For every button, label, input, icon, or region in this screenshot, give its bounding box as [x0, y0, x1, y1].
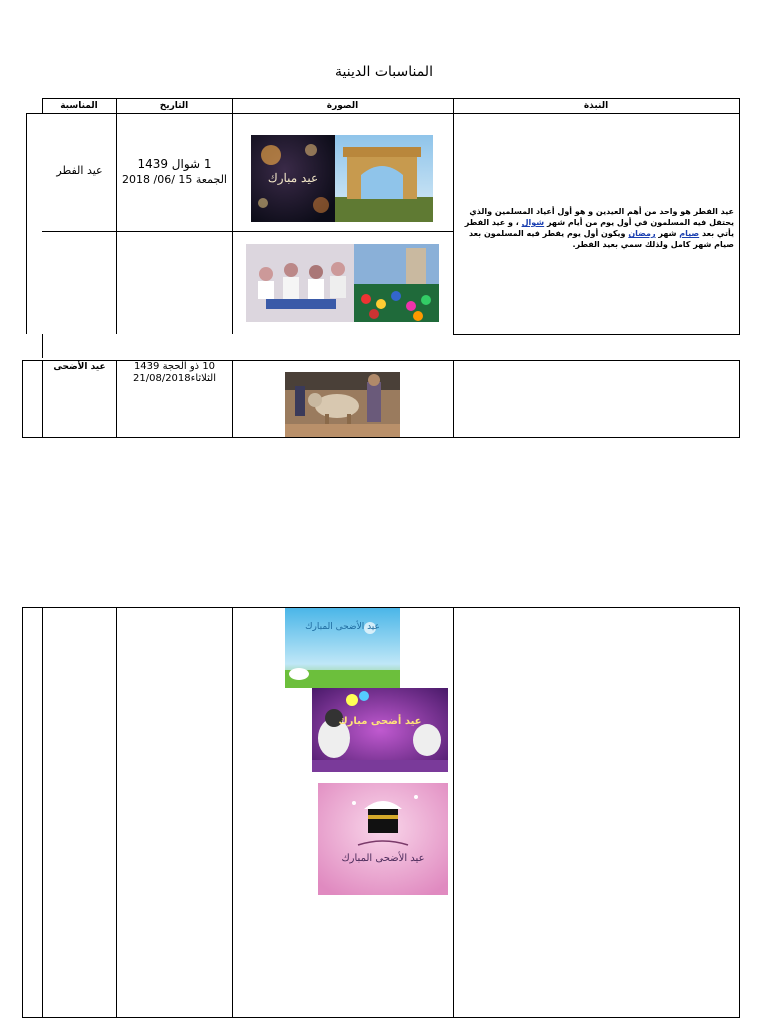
link-shawwal[interactable]: شوال	[521, 218, 545, 227]
fitr-summary-part: ، و عيد الفطر يأتي بعد	[464, 218, 734, 238]
fitr-date-gregorian: الجمعة 15 /06/ 2018	[122, 173, 227, 186]
fitr-date-hijri: 1 شوال 1439	[137, 157, 212, 171]
adha-card-sky-text: عيد الأضحى المبارك	[305, 622, 380, 632]
link-ramadan[interactable]: رمضان	[628, 229, 656, 238]
link-siyam[interactable]: صيام	[679, 229, 700, 238]
adha-sheep-photo	[285, 372, 400, 437]
fitr-celebration-image	[246, 244, 439, 322]
header-image: الصورة	[326, 101, 359, 111]
adha-card-sky	[285, 608, 400, 688]
adha-card-kaaba	[318, 783, 448, 895]
fitr-summary	[458, 206, 734, 250]
adha-date-gregorian: الثلاثاء21/08/2018	[133, 373, 216, 384]
fitr-greeting-image	[251, 135, 433, 222]
fitr-summary-part: ويكون أول يوم يفطر فيه المسلمون بعد صيام شهر كامل ولذلك سمي بعيد الفطر.	[469, 229, 734, 249]
fitr-summary-part: شهر	[655, 229, 680, 238]
adha-card-purple-text: عيد أضحى مبارك	[338, 716, 422, 727]
fitr-summary-part: عيد الفطر هو واحد من أهم العيدين و هو أول أعياد المسلمين والذي يحتفل فيه المسلمون في أول يوم من أيام شهر	[469, 207, 734, 227]
page-title: المناسبات الدينية	[335, 64, 433, 80]
header-occasion: المناسبة	[60, 101, 98, 111]
header-date: التاريخ	[159, 101, 189, 111]
adha-card-purple	[312, 688, 448, 772]
header-summary: النبذة	[583, 101, 609, 111]
adha-date-hijri: 10 ذو الحجة 1439	[133, 361, 216, 372]
fitr-greeting-card-text: عيد مبارك	[267, 171, 319, 185]
adha-card-kaaba-text: عيد الأضحى المبارك	[341, 853, 425, 864]
adha-occasion: عيد الأضحى	[53, 362, 106, 372]
fitr-occasion: عيد الفطر	[56, 164, 103, 177]
